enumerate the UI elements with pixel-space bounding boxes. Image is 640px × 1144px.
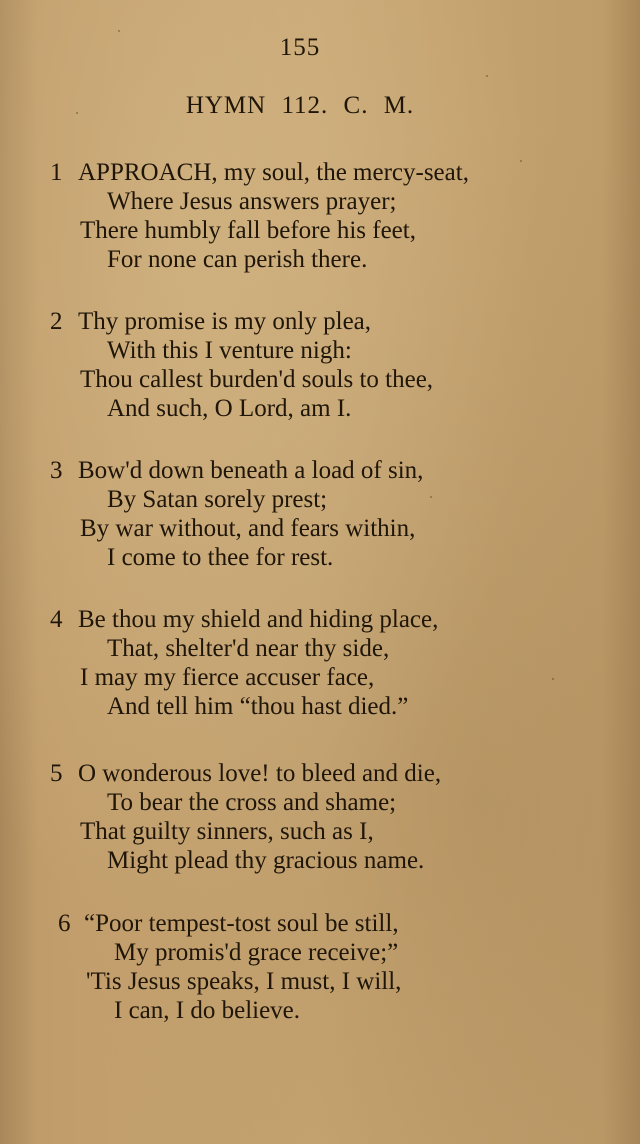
page-number: 155 [279,34,321,61]
stanza-number: 4 [50,606,63,633]
verse-line: That guilty sinners, such as I, [80,818,374,845]
verse-line: “Poor tempest-tost soul be still, [84,910,399,937]
verse-line: My promis'd grace receive;” [114,939,399,966]
stanza-number: 1 [50,159,63,186]
paper-speck [520,160,522,162]
paper-speck [118,30,120,32]
verse-line: For none can perish there. [107,246,368,273]
verse-line: Be thou my shield and hiding place, [78,606,439,633]
stanza-number: 5 [50,760,63,787]
verse-line: Might plead thy gracious name. [107,847,425,874]
stanza-number: 3 [50,457,63,484]
verse-line: I can, I do believe. [114,997,301,1024]
verse-line: 'Tis Jesus speaks, I must, I will, [86,968,402,995]
stanza-number: 6 [58,910,71,937]
verse-line: And tell him “thou hast died.” [107,693,409,720]
hymn-title: HYMN 112. C. M. [185,92,415,119]
verse-line: And such, O Lord, am I. [107,395,352,422]
verse-line: With this I venture nigh: [107,337,352,364]
verse-line: That, shelter'd near thy side, [107,635,390,662]
verse-line: By Satan sorely prest; [107,486,328,513]
verse-line: Thou callest burden'd souls to thee, [80,366,434,393]
verse-line: To bear the cross and shame; [107,789,397,816]
stanza-number: 2 [50,308,63,335]
verse-line: By war without, and fears within, [80,515,416,542]
verse-line: O wonderous love! to bleed and die, [78,760,442,787]
paper-speck [486,75,488,77]
paper-speck [430,496,432,498]
verse-line: Thy promise is my only plea, [78,308,372,335]
verse-line: There humbly fall before his feet, [80,217,416,244]
verse-line: Where Jesus answers prayer; [107,188,397,215]
verse-line: I come to thee for rest. [107,544,334,571]
paper-speck [552,678,554,680]
verse-line: APPROACH, my soul, the mercy-seat, [78,159,469,186]
verse-line: I may my fierce accuser face, [80,664,375,691]
verse-line: Bow'd down beneath a load of sin, [78,457,424,484]
